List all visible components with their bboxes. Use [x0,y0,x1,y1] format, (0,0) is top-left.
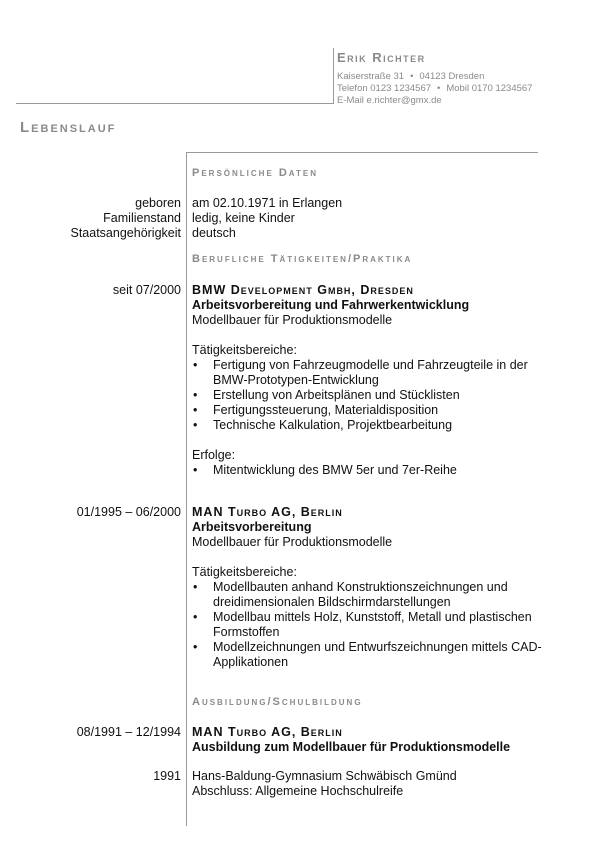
education-date: 08/1991 – 12/1994 [76,725,181,739]
value-marital-status: ledig, keine Kinder [192,211,295,225]
value-nationality: deutsch [192,226,236,240]
job-date: seit 07/2000 [112,283,181,297]
list-item: • Technische Kalkulation, Projektbearbeitung [192,418,542,433]
job-entry [192,505,542,670]
section-heading-personal: Persönliche Daten [192,167,318,179]
label-nationality: Staatsangehörigkeit [70,226,181,240]
separator-dot: • [437,83,441,94]
success-label: Erfolge: [192,448,236,462]
school-name: Hans-Baldung-Gymnasium Schwäbisch Gmünd [192,769,457,783]
list-item: • Mitentwicklung des BMW 5er und 7er-Reihe [192,463,542,478]
task-list [192,358,542,433]
section-heading-jobs: Berufliche Tätigkeiten/Praktika [192,253,413,265]
email-line [337,95,442,106]
body-divider-vertical [186,152,187,826]
task-list [192,580,542,670]
separator-dot: • [410,71,414,82]
job-position: Modellbauer für Produktionsmodelle [192,313,393,327]
tasks-label: Tätigkeitsbereiche: [192,565,297,579]
mobile: Mobil 0170 1234567 [446,83,533,94]
job-role: Arbeitsvorbereitung [192,520,312,534]
phone: Telefon 0123 1234567 [337,83,432,94]
job-company: BMW Development Gmbh, Dresden [192,283,414,297]
phone-line [337,83,532,94]
label-marital-status: Familienstand [103,211,181,225]
address-line [337,71,484,82]
school-degree: Abschluss: Allgemeine Hochschulreife [192,784,404,798]
education-company: MAN Turbo AG, Berlin [192,725,343,739]
job-role: Arbeitsvorbereitung und Fahrwerkentwicklung [192,298,470,312]
body-divider-horizontal [186,152,538,153]
job-position: Modellbauer für Produktionsmodelle [192,535,393,549]
list-item: • Fertigung von Fahrzeugmodelle und Fahrzeugteile in der BMW-Prototypen-Entwicklung [192,358,542,388]
document-title: Lebenslauf [20,119,117,136]
section-heading-education: Ausbildung/Schulbildung [192,696,363,708]
label-birth: geboren [135,196,181,210]
success-list [192,463,542,478]
job-date: 01/1995 – 06/2000 [76,505,181,519]
job-entry [192,283,542,478]
street: Kaiserstraße 31 [337,71,405,82]
header-divider-vertical [333,48,334,103]
value-birth: am 02.10.1971 in Erlangen [192,196,343,210]
header-divider-horizontal [16,103,334,104]
city: 04123 Dresden [419,71,485,82]
list-item: • Modellbau mittels Holz, Kunststoff, Metall und plastischen Formstoffen [192,610,542,640]
education-entry [192,725,542,755]
education-date: 1991 [153,769,181,783]
education-role: Ausbildung zum Modellbauer für Produktionsmodelle [192,740,511,754]
email: E-Mail e.richter@gmx.de [337,95,442,106]
list-item: • Modellzeichnungen und Entwurfszeichnungen mittels CAD-Applikationen [192,640,542,670]
education-entry [192,769,542,799]
tasks-label: Tätigkeitsbereiche: [192,343,297,357]
list-item: • Modellbauten anhand Konstruktionszeichnungen und dreidimensionalen Bildschirmdarstellungen [192,580,542,610]
list-item: • Fertigungssteuerung, Materialdisposition [192,403,542,418]
job-company: MAN Turbo AG, Berlin [192,505,343,519]
applicant-name: Erik Richter [337,50,426,65]
list-item: • Erstellung von Arbeitsplänen und Stücklisten [192,388,542,403]
